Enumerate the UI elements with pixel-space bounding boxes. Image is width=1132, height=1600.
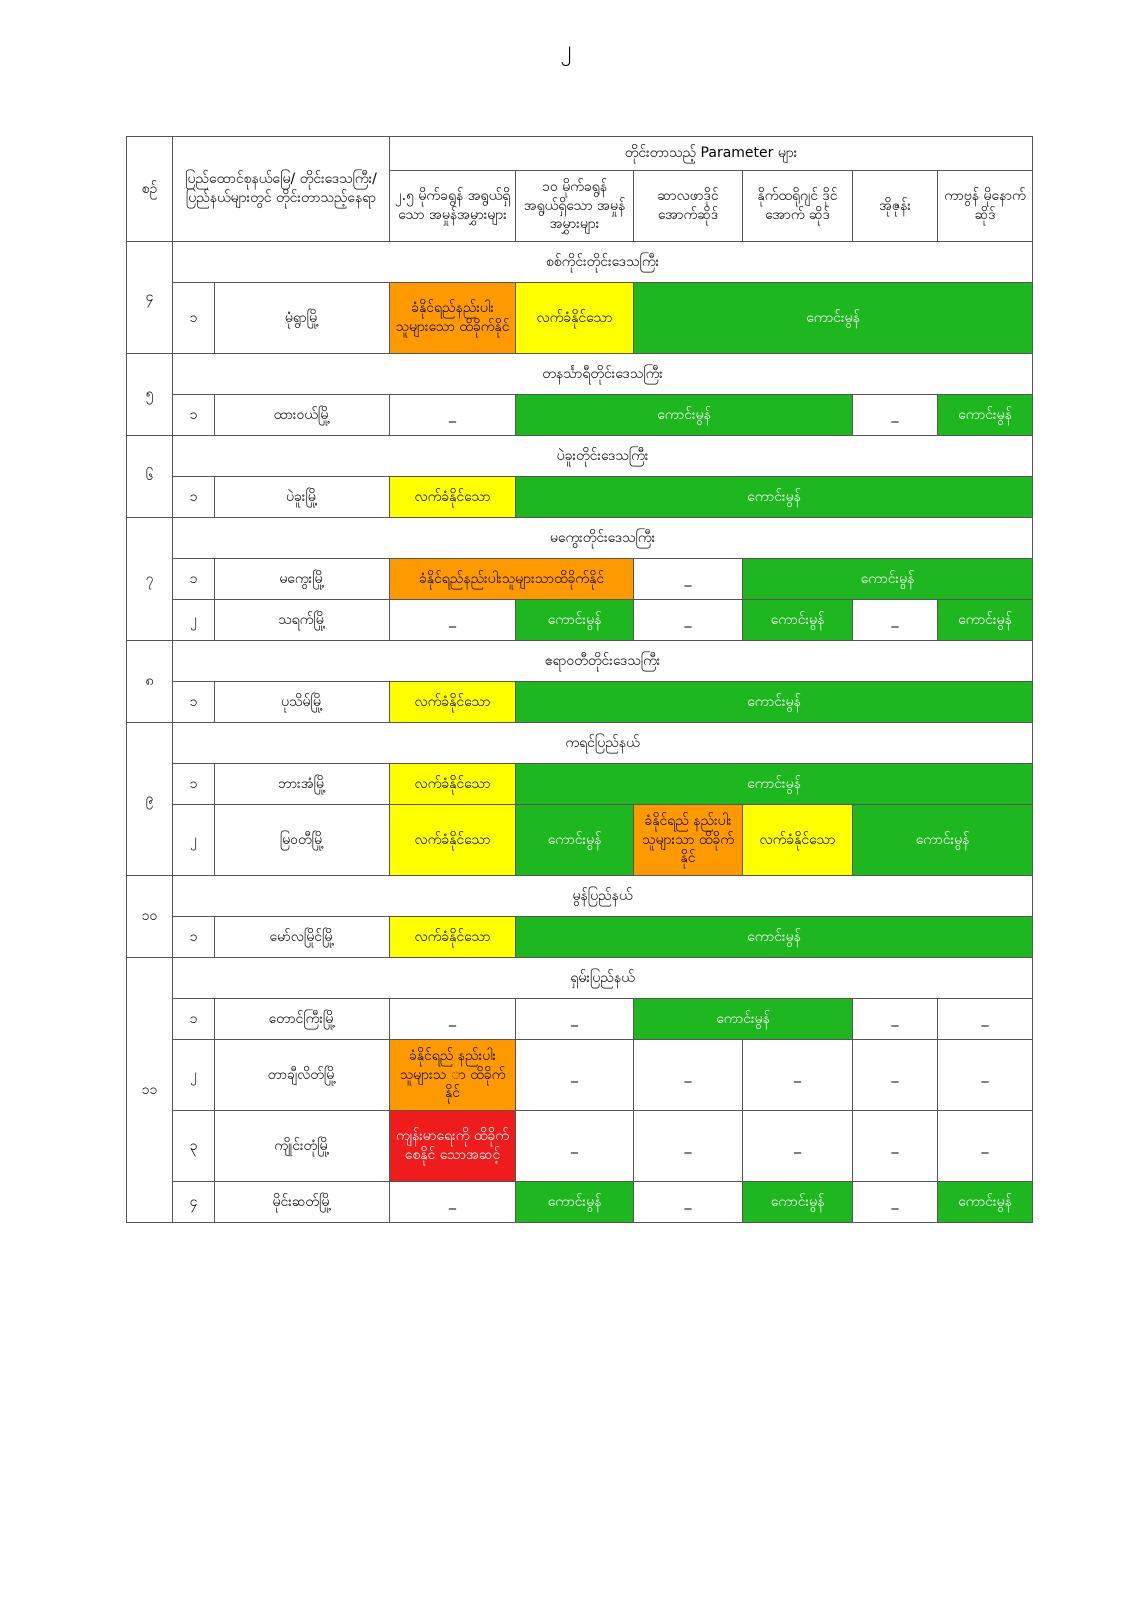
region-row bbox=[127, 723, 1033, 764]
header-pm10: ၁၀ မိုက်ခရွန် အရွယ်ရှိသော အမှုန်အမွှားများ bbox=[516, 171, 634, 242]
aqi-cell-good: ကောင်းမွန် bbox=[516, 917, 1033, 958]
region-sn: ၁၁ bbox=[127, 958, 173, 1223]
city-sn: ၂ bbox=[173, 600, 215, 641]
aqi-cell-good: ကောင်းမွန် bbox=[853, 805, 1033, 876]
aqi-cell-moderate: လက်ခံနိုင်သော bbox=[390, 682, 516, 723]
city-row bbox=[127, 559, 1033, 600]
aqi-cell-na: _ bbox=[853, 1182, 938, 1223]
aqi-cell-na: _ bbox=[634, 600, 743, 641]
region-name: ရှမ်းပြည်နယ် bbox=[173, 958, 1033, 999]
region-sn: ၁၀ bbox=[127, 876, 173, 958]
aqi-cell-good: ကောင်းမွန် bbox=[743, 600, 853, 641]
region-row bbox=[127, 354, 1033, 395]
city-sn: ၁ bbox=[173, 395, 215, 436]
aqi-cell-na: _ bbox=[743, 1111, 853, 1182]
aqi-cell-na: _ bbox=[634, 1182, 743, 1223]
aqi-cell-na: _ bbox=[853, 1040, 938, 1111]
page-number: ၂ bbox=[560, 37, 572, 62]
aqi-cell-na: _ bbox=[516, 999, 634, 1040]
header-pm25: ၂.၅ မိုက်ခရွန် အရွယ်ရှိသော အမှုန်အမွှားများ bbox=[390, 171, 516, 242]
region-name: မွန်ပြည်နယ် bbox=[173, 876, 1033, 917]
region-sn: ၆ bbox=[127, 436, 173, 518]
header-row bbox=[127, 137, 1033, 171]
city-row bbox=[127, 1111, 1033, 1182]
aqi-cell-good: ကောင်းမွန် bbox=[516, 682, 1033, 723]
aqi-cell-good: ကောင်းမွန် bbox=[516, 395, 853, 436]
header-no2: နိုက်ထရိုဂျင် ဒိုင်အောက် ဆိုဒ် bbox=[743, 171, 853, 242]
city-row bbox=[127, 917, 1033, 958]
aqi-cell-na: _ bbox=[390, 600, 516, 641]
header-sn: စဉ် bbox=[127, 137, 173, 242]
city-sn: ၁ bbox=[173, 559, 215, 600]
aqi-cell-na: _ bbox=[516, 1040, 634, 1111]
city-name: တောင်ကြီးမြို့ bbox=[215, 999, 390, 1040]
aqi-cell-usg: ခံနိုင်ရည်နည်းပါးသူများသာထိခိုက်နိုင် bbox=[390, 559, 634, 600]
city-row bbox=[127, 1040, 1033, 1111]
aqi-cell-good: ကောင်းမွန် bbox=[516, 805, 634, 876]
aqi-cell-moderate: လက်ခံနိုင်သော bbox=[390, 477, 516, 518]
aqi-cell-good: ကောင်းမွန် bbox=[938, 1182, 1033, 1223]
region-sn: ၉ bbox=[127, 723, 173, 876]
city-name: ပဲခူးမြို့ bbox=[215, 477, 390, 518]
region-sn: ၄ bbox=[127, 242, 173, 354]
city-row bbox=[127, 395, 1033, 436]
aqi-cell-na: _ bbox=[390, 1182, 516, 1223]
city-name: မော်လမြိုင်မြို့ bbox=[215, 917, 390, 958]
region-name: စစ်ကိုင်းတိုင်းဒေသကြီး bbox=[173, 242, 1033, 283]
aqi-cell-good: ကောင်းမွန် bbox=[634, 283, 1033, 354]
region-sn: ၇ bbox=[127, 518, 173, 641]
aqi-cell-na: _ bbox=[938, 1111, 1033, 1182]
aqi-cell-good: ကောင်းမွန် bbox=[516, 477, 1033, 518]
region-sn: ၈ bbox=[127, 641, 173, 723]
city-name: မကွေးမြို့ bbox=[215, 559, 390, 600]
aqi-cell-na: _ bbox=[516, 1111, 634, 1182]
city-sn: ၁ bbox=[173, 999, 215, 1040]
city-sn: ၁ bbox=[173, 917, 215, 958]
header-parameters-title: တိုင်းတာသည့် Parameter များ bbox=[390, 137, 1033, 171]
header-so2: ဆာလဖာဒိုင် အောက်ဆိုဒ် bbox=[634, 171, 743, 242]
aqi-cell-usg: ခံနိုင်ရည် နည်းပါးသူများသ ာ ထိခိုက်နိုင် bbox=[390, 1040, 516, 1111]
city-row bbox=[127, 600, 1033, 641]
air-quality-table bbox=[126, 136, 1033, 1223]
region-sn: ၅ bbox=[127, 354, 173, 436]
aqi-cell-good: ကောင်းမွန် bbox=[516, 600, 634, 641]
city-sn: ၁ bbox=[173, 477, 215, 518]
aqi-cell-good: ကောင်းမွန် bbox=[516, 1182, 634, 1223]
region-name: ပဲခူးတိုင်းဒေသကြီး bbox=[173, 436, 1033, 477]
aqi-cell-na: _ bbox=[634, 1040, 743, 1111]
aqi-cell-na: _ bbox=[390, 395, 516, 436]
aqi-cell-na: _ bbox=[634, 1111, 743, 1182]
city-name: မြဝတီမြို့ bbox=[215, 805, 390, 876]
aqi-cell-moderate: လက်ခံနိုင်သော bbox=[390, 764, 516, 805]
aqi-cell-na: _ bbox=[938, 999, 1033, 1040]
city-name: ဘားအံမြို့ bbox=[215, 764, 390, 805]
region-row bbox=[127, 242, 1033, 283]
aqi-cell-good: ကောင်းမွန် bbox=[634, 999, 853, 1040]
aqi-cell-usg: ခံနိုင်ရည်နည်းပါး သူများသော ထိခိုက်နိုင် bbox=[390, 283, 516, 354]
aqi-cell-na: _ bbox=[938, 1040, 1033, 1111]
city-name: တာချီလိတ်မြို့ bbox=[215, 1040, 390, 1111]
city-row bbox=[127, 682, 1033, 723]
aqi-cell-na: _ bbox=[853, 395, 938, 436]
region-row bbox=[127, 876, 1033, 917]
city-row bbox=[127, 283, 1033, 354]
city-sn: ၁ bbox=[173, 682, 215, 723]
city-name: မိုင်းဆတ်မြို့ bbox=[215, 1182, 390, 1223]
header-location: ပြည်ထောင်စုနယ်မြေ/ တိုင်းဒေသကြီး/ ပြည်နယ်များတွင် တိုင်းတာသည့်နေရာ bbox=[173, 137, 390, 242]
region-row bbox=[127, 641, 1033, 682]
city-name: မုံရွာမြို့ bbox=[215, 283, 390, 354]
region-name: ကရင်ပြည်နယ် bbox=[173, 723, 1033, 764]
aqi-cell-good: ကောင်းမွန် bbox=[743, 1182, 853, 1223]
region-name: ဧရာဝတီတိုင်းဒေသကြီး bbox=[173, 641, 1033, 682]
region-row bbox=[127, 436, 1033, 477]
aqi-cell-good: ကောင်းမွန် bbox=[743, 559, 1033, 600]
city-sn: ၂ bbox=[173, 805, 215, 876]
city-row bbox=[127, 999, 1033, 1040]
aqi-cell-na: _ bbox=[634, 559, 743, 600]
city-sn: ၃ bbox=[173, 1111, 215, 1182]
region-row bbox=[127, 518, 1033, 559]
city-sn: ၁ bbox=[173, 764, 215, 805]
region-row bbox=[127, 958, 1033, 999]
header-o3: အိုဇုန်း bbox=[853, 171, 938, 242]
aqi-cell-na: _ bbox=[853, 1111, 938, 1182]
region-name: တနင်္သာရီတိုင်းဒေသကြီး bbox=[173, 354, 1033, 395]
city-name: ကျိုင်းတုံမြို့ bbox=[215, 1111, 390, 1182]
city-sn: ၂ bbox=[173, 1040, 215, 1111]
city-name: ပုသိမ်မြို့ bbox=[215, 682, 390, 723]
aqi-cell-na: _ bbox=[390, 999, 516, 1040]
city-row bbox=[127, 764, 1033, 805]
aqi-cell-moderate: လက်ခံနိုင်သော bbox=[390, 805, 516, 876]
city-row bbox=[127, 1182, 1033, 1223]
aqi-cell-moderate: လက်ခံနိုင်သော bbox=[390, 917, 516, 958]
aqi-cell-na: _ bbox=[853, 999, 938, 1040]
aqi-cell-good: ကောင်းမွန် bbox=[938, 395, 1033, 436]
city-row bbox=[127, 805, 1033, 876]
header-co: ကာဗွန် မိုနောက် ဆိုဒ် bbox=[938, 171, 1033, 242]
city-name: ထားဝယ်မြို့ bbox=[215, 395, 390, 436]
aqi-cell-moderate: လက်ခံနိုင်သော bbox=[743, 805, 853, 876]
aqi-cell-na: _ bbox=[743, 1040, 853, 1111]
city-name: သရက်မြို့ bbox=[215, 600, 390, 641]
region-name: မကွေးတိုင်းဒေသကြီး bbox=[173, 518, 1033, 559]
aqi-cell-usg: ခံနိုင်ရည် နည်းပါးသူများသာ ထိခိုက်နိုင် bbox=[634, 805, 743, 876]
aqi-cell-good: ကောင်းမွန် bbox=[516, 764, 1033, 805]
aqi-cell-good: ကောင်းမွန် bbox=[938, 600, 1033, 641]
aqi-cell-unhealthy: ကျန်းမာရေးကို ထိခိုက်စေနိုင် သောအဆင့် bbox=[390, 1111, 516, 1182]
city-sn: ၄ bbox=[173, 1182, 215, 1223]
aqi-cell-moderate: လက်ခံနိုင်သော bbox=[516, 283, 634, 354]
aqi-cell-na: _ bbox=[853, 600, 938, 641]
city-row bbox=[127, 477, 1033, 518]
city-sn: ၁ bbox=[173, 283, 215, 354]
